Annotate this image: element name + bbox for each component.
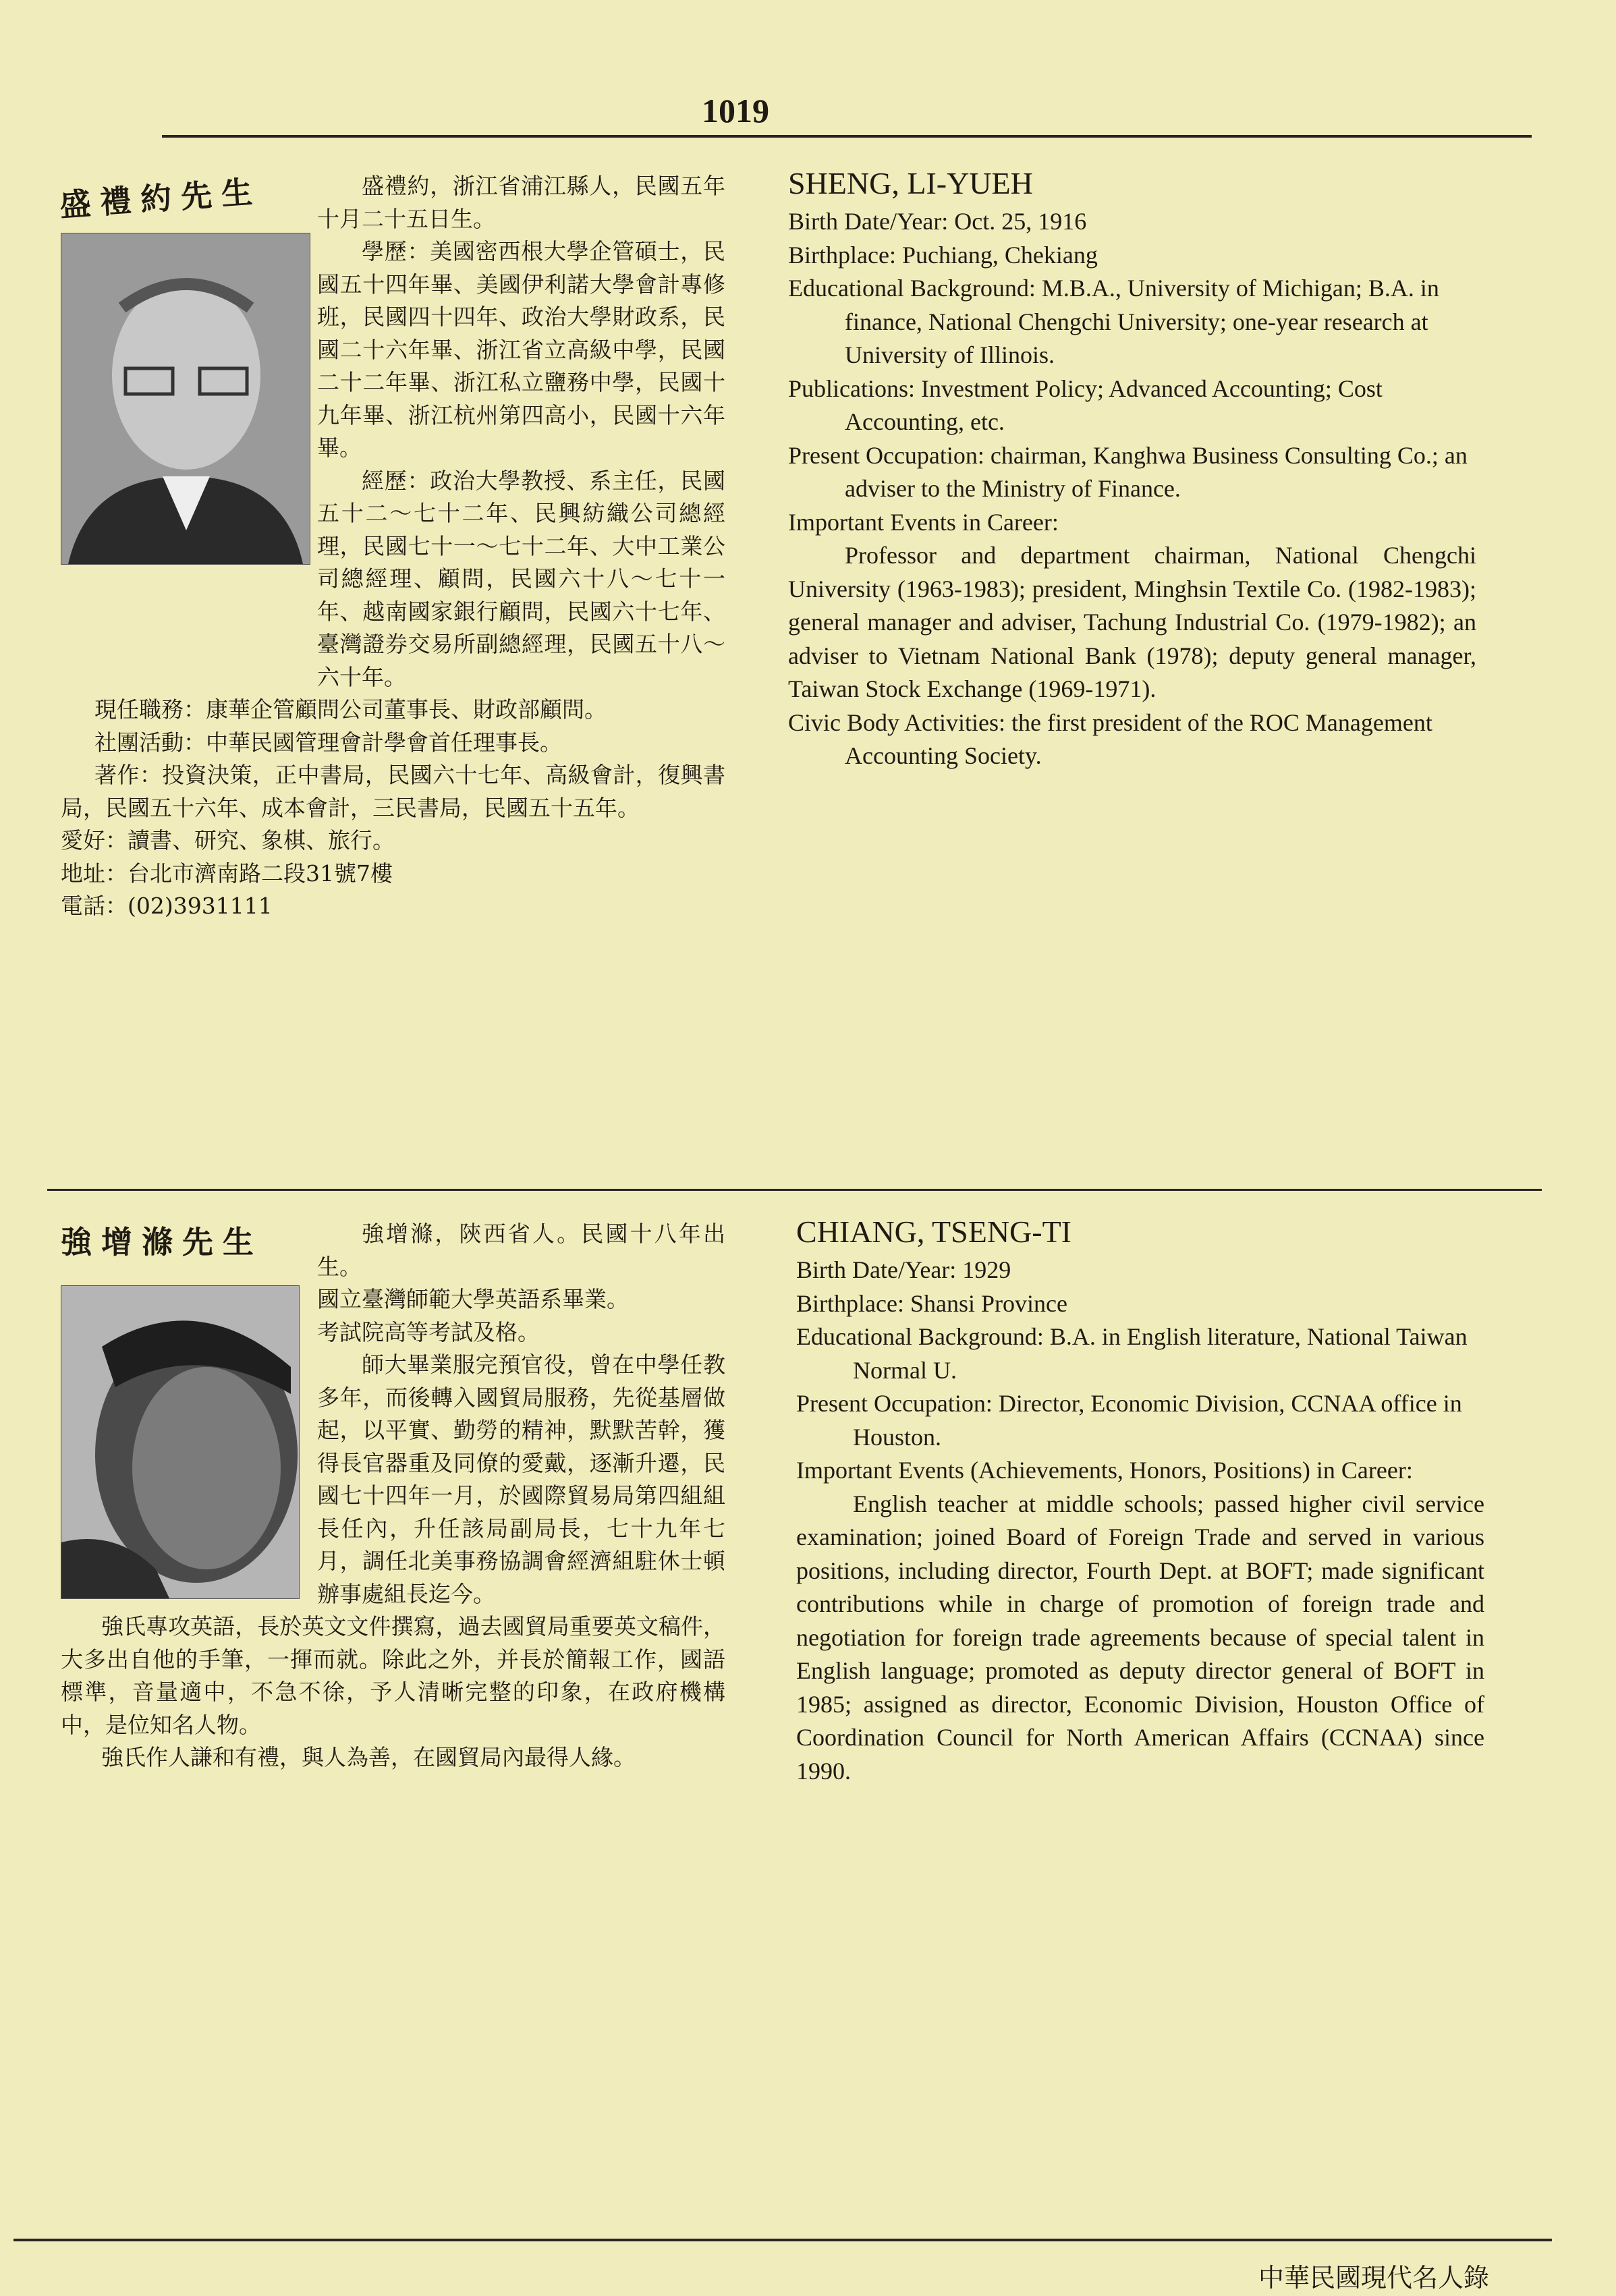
book-title-footer: 中華民國現代名人錄 xyxy=(1258,2263,1490,2293)
cn-experience: 經歷：政治大學教授、系主任，民國五十二～七十二年、民興紡織公司總經理，民國七十一～七十二年、大中工業公司總經理、顧問，民國六十八～七十一年、越南國家銀行顧問，民國六十七年、臺灣證券交易所副總經理，民國五十八～六十年。 xyxy=(317,467,725,690)
en-events: English teacher at middle schools; passed higher civil service examination; joined Board of Foreign Trade and served in various positions, including director, Fourth Dept. at BOFT; made significant contributions while in charge of promotion of foreign trade and negotiation for foreign trade agreements because of special talent in English language; promoted as deputy director general of BOFT in 1985; assigned as director, Economic Division, Houston Office of Coordination Council for North American Affairs (CCNAA) since 1990. xyxy=(796,1490,1484,1785)
en-biography xyxy=(788,165,1476,773)
en-education: Educational Background: M.B.A., University of Michigan; B.A. in finance, National Chengchi University; one-year research at University of Illinois. xyxy=(788,275,1439,368)
cn-education: 國立臺灣師範大學英語系畢業。 xyxy=(317,1286,629,1312)
cn-name: 盛禮約先生 xyxy=(58,173,263,224)
cn-biography xyxy=(61,170,725,923)
en-birthdate: Birth Date/Year: 1929 xyxy=(796,1256,1011,1283)
cn-exam: 考試院高等考試及格。 xyxy=(317,1318,540,1345)
en-occupation: Present Occupation: chairman, Kanghwa Business Consulting Co.; an adviser to the Ministry of Finance. xyxy=(788,441,1468,502)
middle-rule xyxy=(47,1189,1542,1191)
cn-name: 強增滌先生 xyxy=(61,1224,263,1260)
cn-biography xyxy=(61,1218,725,1774)
top-rule xyxy=(162,135,1532,138)
en-name: CHIANG, TSENG-TI xyxy=(796,1214,1072,1249)
bottom-rule xyxy=(13,2239,1552,2241)
cn-address: 地址：台北市濟南路二段31號7樓 xyxy=(61,860,393,887)
en-occupation: Present Occupation: Director, Economic Division, CCNAA office in Houston. xyxy=(796,1390,1462,1451)
cn-phone: 電話：(02)3931111 xyxy=(61,893,273,919)
en-events: Professor and department chairman, National Chengchi University (1963-1983); president, Minghsin Textile Co. (1982-1983); general manager and adviser, Tachung Industrial Co. (1979-1982); an adviser to Vietnam National Bank (1978); deputy general manager, Taiwan Stock Exchange (1969-1971). xyxy=(788,542,1476,702)
en-civic: Civic Body Activities: the first president of the ROC Management Accounting Society. xyxy=(788,708,1432,769)
en-events-heading: Important Events in Career: xyxy=(788,508,1059,536)
en-birthplace: Birthplace: Puchiang, Chekiang xyxy=(788,241,1098,269)
cn-position: 現任職務：康華企管顧問公司董事長、財政部顧問。 xyxy=(94,696,607,723)
cn-intro: 強增滌，陝西省人。民國十八年出生。 xyxy=(317,1221,725,1280)
en-publications: Publications: Investment Policy; Advanced Accounting; Cost Accounting, etc. xyxy=(788,374,1383,435)
cn-specialty: 強氏專攻英語，長於英文文件撰寫，過去國貿局重要英文稿件，大多出自他的手筆，一揮而就。除此之外，并長於簡報工作，國語標準，音量適中，不急不徐，予人清晰完整的印象，在政府機構中，是位知名人物。 xyxy=(61,1613,725,1738)
cn-publications: 著作：投資決策，正中書局，民國六十七年、高級會計，復興書局，民國五十六年、成本會計，三民書局，民國五十五年。 xyxy=(61,762,725,821)
cn-hobbies: 愛好：讀書、研究、象棋、旅行。 xyxy=(61,827,395,853)
en-biography xyxy=(796,1213,1484,1788)
cn-character: 強氏作人謙和有禮，與人為善，在國貿局內最得人緣。 xyxy=(101,1744,636,1770)
cn-civic: 社團活動：中華民國管理會計學會首任理事長。 xyxy=(94,729,562,756)
en-birthplace: Birthplace: Shansi Province xyxy=(796,1289,1067,1317)
en-events-heading: Important Events (Achievements, Honors, Positions) in Career: xyxy=(796,1457,1413,1484)
cn-education: 學歷：美國密西根大學企管碩士，民國五十四年畢、美國伊利諾大學會計專修班，民國四十四年、政治大學財政系，民國二十六年畢、浙江省立高級中學，民國二十二年畢、浙江私立鹽務中學，民國十九年畢、浙江杭州第四高小，民國十六年畢。 xyxy=(317,238,725,461)
cn-intro: 盛禮約，浙江省浦江縣人，民國五年十月二十五日生。 xyxy=(317,173,725,232)
en-birthdate: Birth Date/Year: Oct. 25, 1916 xyxy=(788,208,1087,235)
en-name: SHENG, LI-YUEH xyxy=(788,166,1033,200)
en-education: Educational Background: B.A. in English literature, National Taiwan Normal U. xyxy=(796,1323,1468,1384)
cn-experience: 師大畢業服完預官役，曾在中學任教多年，而後轉入國貿局服務，先從基層做起，以平實、勤勞的精神，默默苦幹，獲得長官器重及同僚的愛戴，逐漸升遷，民國七十四年一月，於國際貿易局第四組組長任內，升任該局副局長，七十九年七月，調任北美事務協調會經濟組駐休士頓辦事處組長迄今。 xyxy=(317,1351,725,1607)
page-number: 1019 xyxy=(702,92,769,130)
